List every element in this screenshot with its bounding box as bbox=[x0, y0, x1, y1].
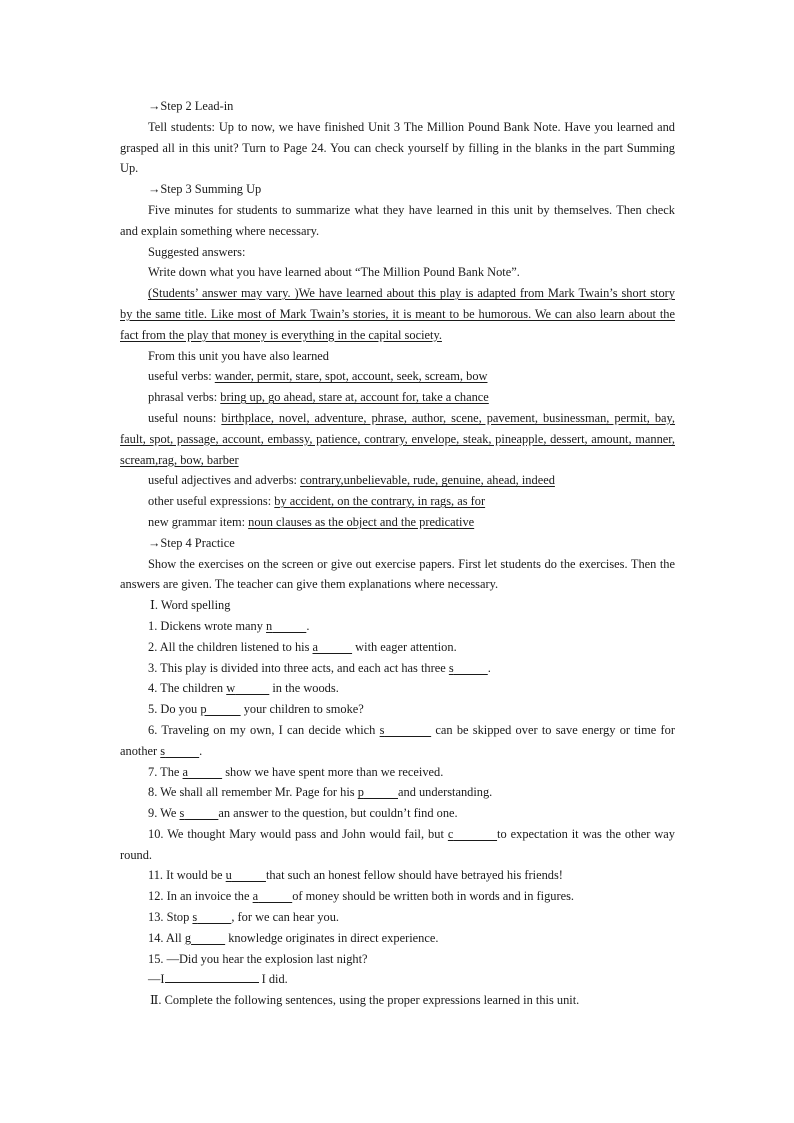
answer-blank[interactable] bbox=[200, 702, 240, 716]
phrasal-verbs-list: bring up, go ahead, stare at, account for, take a chance bbox=[220, 390, 489, 405]
summary-answer bbox=[120, 283, 675, 345]
answer-blank[interactable] bbox=[160, 744, 199, 758]
answer-blank[interactable] bbox=[183, 765, 223, 779]
item-text: 8. We shall all remember Mr. Page for his bbox=[148, 785, 358, 800]
answer-blank[interactable] bbox=[179, 806, 218, 820]
answer-blank[interactable] bbox=[226, 868, 266, 882]
grammar-item-text: noun clauses as the object and the predicative bbox=[248, 514, 475, 529]
other-expressions-label: other useful expressions: bbox=[148, 494, 275, 509]
first-letter-hint: c bbox=[447, 826, 454, 841]
item-text: 10. We thought Mary would pass and John would fail, but bbox=[148, 826, 448, 841]
useful-verbs-label: useful verbs: bbox=[148, 369, 215, 384]
item-text: can be skipped over to save energy or time for another bbox=[120, 722, 675, 758]
item-text: knowledge originates in direct experience. bbox=[225, 930, 439, 945]
answer-blank[interactable] bbox=[253, 889, 293, 903]
item-text: 4. The children bbox=[148, 681, 227, 696]
step3-heading: →Step 3 Summing Up bbox=[148, 182, 262, 197]
also-learned-label: From this unit you have also learned bbox=[148, 348, 330, 363]
item-text: that such an honest fellow should have betrayed his friends! bbox=[265, 868, 563, 883]
item-text: show we have spent more than we received. bbox=[222, 764, 444, 779]
item-text: your children to smoke? bbox=[240, 702, 364, 717]
useful-nouns-label: useful nouns: bbox=[148, 410, 222, 425]
useful-nouns-line bbox=[120, 408, 675, 470]
word-spelling-list bbox=[120, 616, 675, 970]
grammar-item-line bbox=[120, 512, 675, 533]
word-spelling-item bbox=[120, 803, 675, 824]
part1-title: Ⅰ. Word spelling bbox=[150, 598, 231, 613]
answer-blank[interactable] bbox=[165, 969, 259, 983]
other-expressions-line bbox=[120, 491, 675, 512]
item15-reply-post: I did. bbox=[258, 972, 288, 987]
first-letter-hint: a bbox=[252, 889, 259, 904]
step4-heading: →Step 4 Practice bbox=[148, 535, 235, 550]
word-spelling-item bbox=[120, 762, 675, 783]
answer-blank[interactable] bbox=[266, 619, 306, 633]
word-spelling-item bbox=[120, 886, 675, 907]
summary-prompt: Write down what you have learned about “The Million Pound Bank Note”. bbox=[148, 265, 520, 280]
step2-text: Tell students: Up to now, we have finished Unit 3 The Million Pound Bank Note. Have you learned and grasped all in this unit? Turn to Page 24. You can check yourself by filling in the blanks in the part Summing Up. bbox=[120, 119, 675, 176]
first-letter-hint: s bbox=[179, 806, 185, 821]
item-text: 14. All bbox=[148, 930, 185, 945]
item-text: 6. Traveling on my own, I can decide which bbox=[148, 722, 380, 737]
item-text: in the woods. bbox=[269, 681, 339, 696]
item-text: 3. This play is divided into three acts, and each act has three bbox=[148, 660, 449, 675]
item-text: 2. All the children listened to his bbox=[148, 639, 313, 654]
word-spelling-item bbox=[120, 658, 675, 679]
useful-verbs-line bbox=[120, 366, 675, 387]
answer-blank[interactable] bbox=[192, 910, 231, 924]
adjectives-adverbs-line bbox=[120, 470, 675, 491]
answer-blank[interactable] bbox=[185, 931, 225, 945]
item-text: 5. Do you bbox=[148, 702, 201, 717]
answer-blank[interactable] bbox=[449, 661, 488, 675]
phrasal-verbs-line bbox=[120, 387, 675, 408]
item-text: and understanding. bbox=[398, 785, 493, 800]
useful-nouns-list: birthplace, novel, adventure, phrase, author, scene, pavement, businessman, permit, bay, fault, spot, passage, account, embassy, patience, contrary, envelope, steak, pineapple, dessert, amount, manner, scream,rag, bow, barber bbox=[120, 410, 676, 467]
item-text: 15. —Did you hear the explosion last night? bbox=[148, 951, 368, 966]
step2-heading: →Step 2 Lead-in bbox=[148, 99, 234, 113]
step3-text: Five minutes for students to summarize what they have learned in this unit by themselves. Then check and explain something where necessary. bbox=[120, 202, 675, 238]
word-spelling-item bbox=[120, 928, 675, 949]
adjectives-adverbs-list: contrary,unbelievable, rude, genuine, ahead, indeed bbox=[300, 473, 555, 488]
first-letter-hint: s bbox=[192, 910, 198, 925]
other-expressions-list: by accident, on the contrary, in rags, as for bbox=[274, 494, 486, 509]
item15-reply bbox=[120, 969, 675, 990]
word-spelling-item bbox=[120, 678, 675, 699]
word-spelling-item bbox=[120, 824, 675, 866]
suggested-answers-label: Suggested answers: bbox=[148, 244, 246, 259]
item-text: 12. In an invoice the bbox=[148, 889, 253, 904]
word-spelling-item bbox=[120, 949, 675, 970]
word-spelling-item bbox=[120, 865, 675, 886]
word-spelling-item bbox=[120, 637, 675, 658]
item-text: 7. The bbox=[148, 764, 183, 779]
item15-reply-pre: —I bbox=[148, 972, 165, 987]
answer-blank[interactable] bbox=[448, 827, 497, 841]
item-text: 13. Stop bbox=[148, 910, 193, 925]
first-letter-hint: n bbox=[266, 618, 273, 633]
word-spelling-item bbox=[120, 782, 675, 803]
grammar-item-label: new grammar item: bbox=[148, 514, 249, 529]
first-letter-hint: g bbox=[184, 930, 192, 945]
item-text: 1. Dickens wrote many bbox=[148, 618, 267, 633]
part2-title: Ⅱ. Complete the following sentences, using the proper expressions learned in this unit. bbox=[150, 993, 580, 1008]
useful-verbs-list: wander, permit, stare, spot, account, seek, scream, bow bbox=[214, 369, 488, 384]
word-spelling-item bbox=[120, 699, 675, 720]
step4-text: Show the exercises on the screen or give out exercise papers. First let students do the exercises. Then the answers are given. The teacher can give them explanations where necessary. bbox=[120, 556, 675, 592]
item-text: . bbox=[199, 743, 203, 758]
item-text: to expectation it was the other way round. bbox=[120, 826, 676, 862]
item-text: . bbox=[306, 618, 310, 633]
phrasal-verbs-label: phrasal verbs: bbox=[148, 390, 221, 405]
first-letter-hint: s bbox=[379, 722, 385, 737]
first-letter-hint: p bbox=[200, 702, 207, 717]
item-text: 9. We bbox=[148, 806, 180, 821]
answer-blank[interactable] bbox=[226, 681, 269, 695]
first-letter-hint: s bbox=[448, 660, 454, 675]
item-text: an answer to the question, but couldn’t find one. bbox=[218, 806, 458, 821]
item-text: with eager attention. bbox=[352, 639, 457, 654]
first-letter-hint: u bbox=[225, 868, 232, 883]
word-spelling-item bbox=[120, 907, 675, 928]
item-text: of money should be written both in words and in figures. bbox=[292, 889, 575, 904]
word-spelling-item bbox=[120, 616, 675, 637]
first-letter-hint: s bbox=[160, 743, 166, 758]
first-letter-hint: w bbox=[226, 681, 236, 696]
adjectives-adverbs-label: useful adjectives and adverbs: bbox=[148, 473, 301, 488]
item-text: 11. It would be bbox=[148, 868, 226, 883]
first-letter-hint: p bbox=[357, 785, 364, 800]
summary-answer-text: (Students’ answer may vary. )We have learned about this play is adapted from Mark Twain’s short story by the same title. Like most of Mark Twain’s stories, it is meant to be humorous. We can also learn about the fact from the play that money is everything in the capital society. bbox=[120, 286, 675, 342]
answer-blank[interactable] bbox=[380, 723, 432, 737]
item-text: , for we can hear you. bbox=[231, 910, 340, 925]
word-spelling-item bbox=[120, 720, 675, 762]
answer-blank[interactable] bbox=[358, 785, 398, 799]
document-page bbox=[120, 96, 675, 1011]
item-text: . bbox=[487, 660, 491, 675]
first-letter-hint: a bbox=[312, 639, 318, 654]
answer-blank[interactable] bbox=[313, 640, 353, 654]
first-letter-hint: a bbox=[182, 764, 189, 779]
